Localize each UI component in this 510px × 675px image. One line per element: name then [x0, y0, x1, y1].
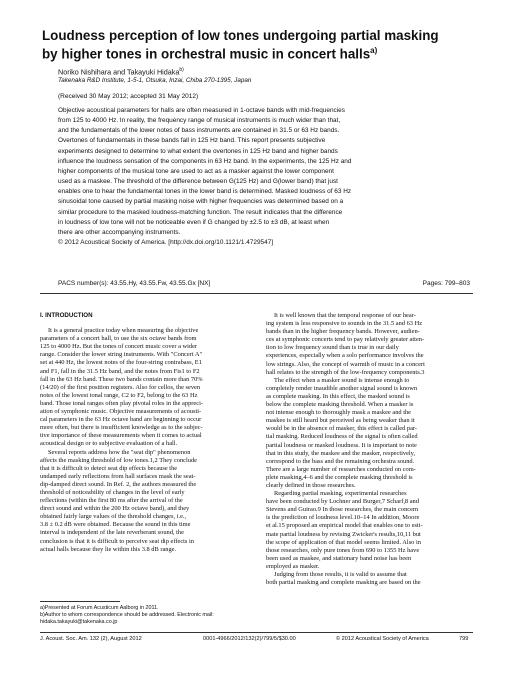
left-column-line: notes of the lowest tonal range, C2 to F2, belong to the 63 Hz	[40, 391, 198, 399]
footnote-line: a)Presented at Forum Acusticum Aalborg in 2011.	[40, 605, 159, 611]
left-column-line: more often, but there is insufficient knowledge as to the subjec-	[40, 424, 203, 432]
authors-text: Noriko Nishihara and Takayuki Hidaka	[58, 67, 180, 77]
right-column-line: the scope of application of that model seems limited. Also in	[266, 538, 421, 546]
right-column-line: below the complete masking threshold. When a masker is	[266, 401, 414, 409]
left-column-line: range. Consider the lower string instruments. With "Concert A"	[40, 351, 203, 359]
affiliation: Takenaka R&D Institute, 1-5-1, Otsuka, Inzai, Chiba 270-1395, Japan	[58, 77, 252, 84]
left-column-line: cal parameters in the 63 Hz octave band are beginning to occur	[40, 416, 202, 424]
left-column-line: (14/20) of the first position registers. Also for cellos, the seven	[40, 383, 201, 391]
footer-code: 0001-4966/2012/132(2)/799/5/$30.00	[203, 636, 296, 642]
section-divider	[40, 293, 473, 294]
footnote-divider	[40, 601, 120, 602]
right-column-line: Stevens and Guirao.9 In those researches, the main concern	[266, 506, 419, 514]
right-column-line: not intense enough to thoroughly mask a maskee and the	[266, 409, 411, 417]
section-heading: I. INTRODUCTION	[40, 312, 93, 319]
left-column-line: that it is difficult to detect seat dip effects because the	[40, 464, 178, 472]
abstract-line: Objective acoustical parameters for halls are often measured in 1-octave bands with mid-frequencies	[58, 107, 345, 114]
author-list	[58, 67, 184, 76]
right-column-line: tial masking. Reduced loudness of the signal is often called	[266, 433, 418, 441]
title-line-1: Loudness perception of low tones undergoing partial masking	[42, 28, 439, 43]
left-column-line: tive importance of these measurements when it comes to actual	[40, 432, 202, 440]
left-column-line: affects the masking threshold of low tones.1,2 They conclude	[40, 456, 198, 464]
left-column-line: 125 to 4000 Hz. But the tones of concert music cover a wider	[40, 343, 198, 351]
right-column-line: clearly defined in those researches.	[266, 481, 356, 489]
abstract	[58, 106, 470, 248]
right-column-line: Judging from those results, it is valid to assume that	[274, 571, 407, 578]
left-column-line: actual halls because they lie within this 3.8 dB range.	[40, 545, 177, 553]
footer-journal: J. Acoust. Soc. Am. 132 (2), August 2012	[40, 636, 142, 642]
right-column-line: experiences, especially when a solo performance involves the	[266, 352, 424, 360]
abstract-line: used as a maskee. The threshold of the difference between G(125 Hz) and G(lower band) that just	[58, 178, 338, 186]
pacs-numbers: PACS number(s): 43.55.Hy, 43.55.Fw, 43.55.Gx [NX]	[58, 280, 211, 287]
left-column-line: conclusion is that it is difficult to perceive seat dip effects in	[40, 537, 194, 545]
right-column-line: There are a large number of researches conducted on com-	[266, 465, 416, 473]
abstract-line: in loudness of low tone will not be noticeable even if G changed by ±2.5 to ±3 dB, at least when	[58, 218, 330, 226]
right-column-line: completely render inaudible another signal sound is known	[266, 384, 418, 392]
left-column-line: band. Those tonal ranges often play pivotal roles in the appreci-	[40, 399, 203, 407]
footnote-line: b)Author to whom correspondence should be addressed. Electronic mail:	[40, 612, 214, 618]
title-line-2: by higher tones in orchestral music in concert halls	[42, 46, 371, 62]
left-column-line: undamped early reflections from hall surfaces mask the seat-	[40, 472, 196, 480]
right-column-line: been used as maskee, and stationary band noise has been	[266, 554, 412, 562]
footnotes	[40, 605, 250, 626]
right-column-line: Regarding partial masking, experimental researches	[274, 490, 407, 498]
page-range: Pages: 799–803	[422, 280, 470, 287]
left-column-line: It is a general practice today when measuring the objective	[48, 327, 199, 335]
left-column-body	[40, 327, 247, 554]
abstract-line: sinusoidal tone caused by partial masking noise with higher frequencies was determined based on a	[58, 198, 344, 206]
author-footnote-mark: b)	[179, 67, 184, 73]
right-column	[266, 312, 473, 587]
footnote-line: hidaka.takayuki@takenaka.co.jp	[40, 619, 118, 625]
left-column-line: ation of symphonic music. Objective measurements of acousti-	[40, 408, 202, 416]
abstract-line: similar procedure to the masked loudness-matching function. The result indicates that the difference	[58, 208, 343, 216]
abstract-line: influence the loudness sensation of the components in 63 Hz band. In the experiments, the 125 Hz and	[58, 157, 352, 165]
right-column-line: plete masking,4–6 and the complete masking threshold is	[266, 473, 413, 481]
title-footnote-mark: a)	[370, 46, 378, 55]
abstract-line: © 2012 Acoustical Society of America. [http://dx.doi.org/10.1121/1.4729547]	[58, 239, 274, 247]
left-column-line: interval is independent of the late reverberant sound, the	[40, 529, 184, 537]
right-column-line: those researches, only pure tones from 690 to 1355 Hz have	[266, 546, 420, 554]
left-column-line: threshold of noticeability of changes in the level of early	[40, 488, 185, 496]
left-column-line: direct sound and within the 200 Hz octave band), and they	[40, 505, 190, 513]
left-column-line: obtained fairly large values of the threshold changes, i.e.,	[40, 513, 187, 521]
right-column-line: The effect when a masker sound is intense enough to	[274, 376, 410, 384]
right-column-body	[266, 312, 473, 587]
right-column-line: is the prediction of loudness level.10–14 In addition, Moore	[266, 514, 420, 522]
abstract-line: and the fundamentals of the lower notes of bass instruments are contained in 31.5 or 63 Hz bands.	[58, 127, 340, 135]
right-column-line: hall relates to the strength of the low-frequency components.3	[266, 368, 425, 376]
right-column-line: ing system is less responsive to sounds in the 31.5 and 63 Hz	[266, 320, 423, 328]
left-column-line: 3.8 ± 0.2 dB were obtained. Because the sound in this time	[40, 521, 191, 529]
abstract-line: from 125 to 4000 Hz. In reality, the frequency range of musical instruments is much wider than that,	[58, 117, 341, 125]
abstract-line: enables one to hear the fundamental tones in the lower band is determined. Masked loudness of 63 Hz	[58, 188, 352, 196]
right-column-line: mate partial loudness by revising Zwicker's results,10,11 but	[266, 530, 421, 538]
footer-page-number: 799	[459, 636, 469, 642]
right-column-line: ces at symphonic concerts tend to pay relatively greater atten-	[266, 336, 425, 344]
left-column-line: set at 440 Hz, the lowest notes of the four-string contrabass, E1	[40, 359, 202, 367]
right-column-line: as complete masking. In this effect, the masked sound is	[266, 392, 410, 400]
right-column-line: low strings. Also, the concept of warmth of music in a concert	[266, 360, 425, 368]
left-column-line: acoustical design or to subjective evaluation of a hall.	[40, 440, 178, 448]
right-column-line: et al.15 proposed an empirical model that enables one to esti-	[266, 522, 423, 530]
right-column-line: tion to low frequency sound than is true in our daily	[266, 344, 399, 352]
right-column-line: would be in the absence of masker, this effect is called par-	[266, 425, 418, 433]
abstract-line: Overtones of fundamentals in these bands fall in 125 Hz band. This report presents subjective	[58, 137, 326, 145]
right-column-line: have been conducted by Lochner and Burger,7 Scharf,8 and	[266, 498, 419, 506]
left-column-line: fall in the 63 Hz band. These two bands contain more than 70%	[40, 375, 203, 383]
right-column-line: both partial masking and complete masking are based on the	[266, 579, 421, 587]
left-column-line: Several reports address how the "seat dip" phenomenon	[48, 448, 191, 456]
footer-copyright: © 2012 Acoustical Society of America	[336, 636, 429, 642]
left-column	[40, 312, 247, 554]
right-column-line: It is well known that the temporal response of our hear-	[274, 312, 416, 319]
right-column-line: that in this study, the maskee and the masker, respectively,	[266, 449, 416, 457]
right-column-line: employed as masker.	[266, 562, 320, 570]
received-dates: (Received 30 May 2012; accepted 31 May 2012)	[58, 93, 199, 100]
footer-divider	[40, 632, 473, 633]
right-column-line: maskee is still heard but perceived as being weaker than it	[266, 417, 415, 425]
abstract-line: higher components of the musical tone are used to act as a masker against the lower component	[58, 167, 334, 175]
abstract-line: there are other accompanying instruments.	[58, 228, 181, 236]
paper-title	[42, 28, 482, 61]
right-column-line: partial loudness or masked loudness. It is important to note	[266, 441, 417, 449]
left-column-line: parameters of a concert hall, to use the six octave bands from	[40, 335, 197, 343]
abstract-line: experiments designed to determine to what extent the overtones in 125 Hz band and higher bands	[58, 147, 338, 155]
right-column-line: correspond to the bass and the remaining orchestra sound.	[266, 457, 415, 465]
left-column-line: reflections (within the first 80 ms after the arrival of the	[40, 497, 183, 505]
left-column-line: dip-damped direct sound. In Ref. 2, the authors measured the	[40, 480, 197, 488]
left-column-line: and F1, fall in the 31.5 Hz band, and the notes from Fis1 to F2	[40, 367, 200, 375]
right-column-line: bands than in the higher frequency bands. However, audien-	[266, 328, 420, 336]
